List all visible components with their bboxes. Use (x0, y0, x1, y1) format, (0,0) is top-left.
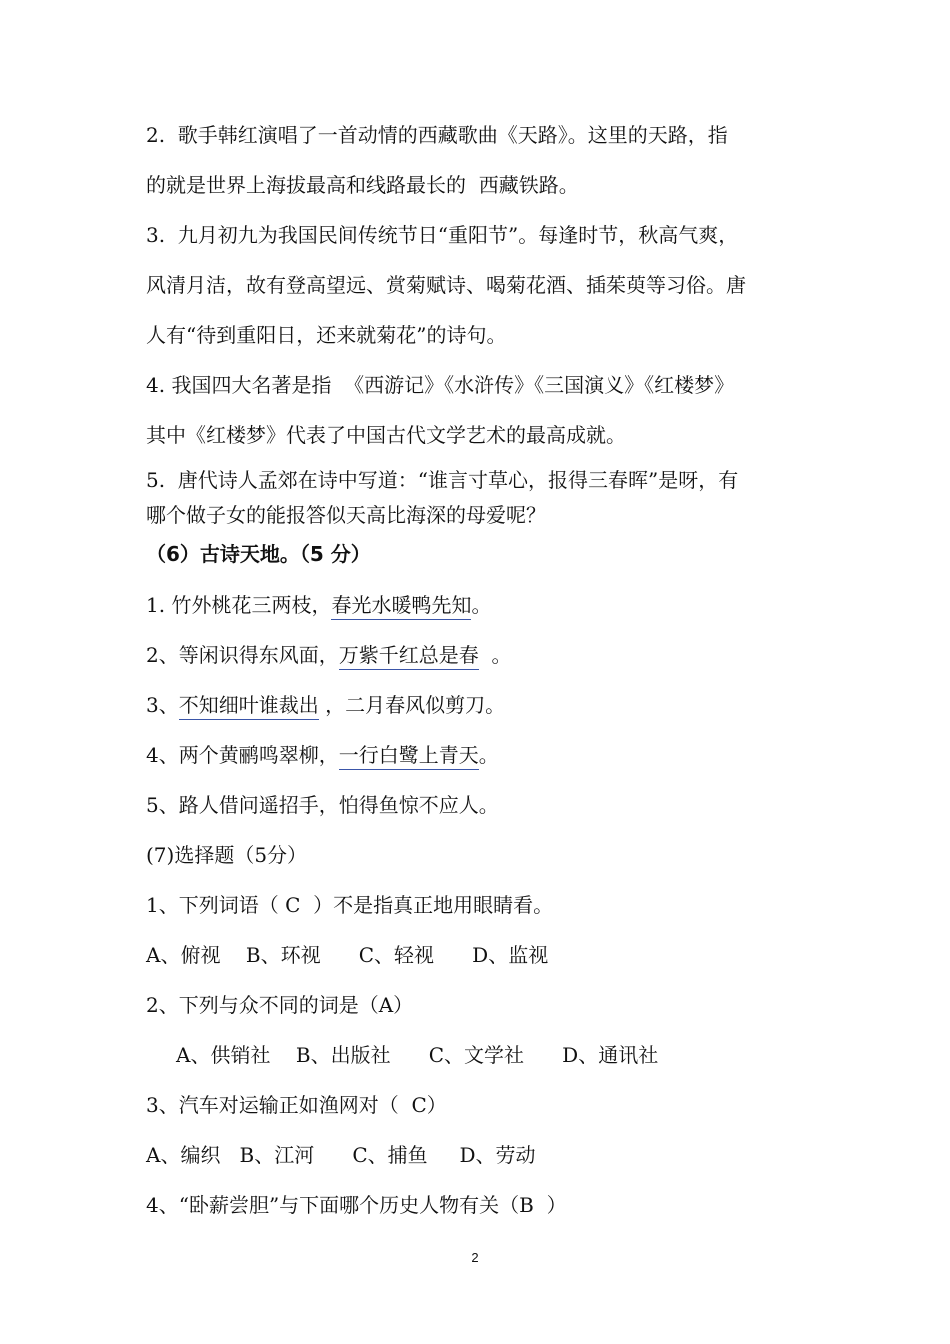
item-2-line2: 的就是世界上海拔最高和线路最长的 西藏铁路。 (146, 173, 579, 197)
poem-answer: 不知细叶谁裁出 (179, 693, 319, 720)
question-3: 3、汽车对运输正如渔网对（ C） (146, 1093, 447, 1117)
poem-item-3 (146, 692, 505, 718)
poem-prompt: 4、两个黄鹂鸣翠柳， (146, 743, 339, 767)
poem-prompt: 5、路人借问遥招手，怕得鱼惊不应人。 (146, 793, 499, 817)
item-5-line1: 5. 唐代诗人孟郊在诗中写道：“谁言寸草心，报得三春晖”是呀，有 (146, 468, 739, 492)
question-3-options: A、编织 B、江河 C、捕鱼 D、劳动 (146, 1143, 536, 1167)
poem-tail: 。 (478, 643, 512, 667)
poem-item-5 (146, 792, 499, 818)
question-2-options: A、供销社 B、出版社 C、文学社 D、通讯社 (176, 1043, 659, 1067)
question-1: 1、下列词语（ C ）不是指真正地用眼睛看。 (146, 893, 554, 917)
section-6-title: （6）古诗天地。（5 分） (146, 542, 371, 566)
item-4-line2: 其中《红楼梦》代表了中国古代文学艺术的最高成就。 (146, 423, 626, 447)
poem-answer: 一行白鹭上青天 (339, 743, 479, 770)
poem-prompt: 2、等闲识得东风面， (146, 643, 339, 667)
poem-answer: 万紫千红总是春 (339, 643, 479, 670)
item-4-line1: 4. 我国四大名著是指 《西游记》《水浒传》《三国演义》《红楼梦》 (146, 373, 735, 397)
poem-tail: 。 (471, 593, 492, 617)
section-7-title: (7)选择题（5分） (146, 843, 308, 867)
item-5-line2: 哪个做子女的能报答似天高比海深的母爱呢？ (146, 503, 546, 527)
poem-answer: 春光水暖鸭先知 (331, 593, 471, 620)
item-2-line1: 2. 歌手韩红演唱了一首动情的西藏歌曲《天路》。这里的天路，指 (146, 123, 728, 147)
item-3-line1: 3. 九月初九为我国民间传统节日“重阳节”。每逢时节，秋高气爽， (146, 223, 739, 247)
poem-tail: 。 (478, 743, 499, 767)
poem-tail: ，二月春风似剪刀。 (318, 693, 506, 717)
item-3-line3: 人有“待到重阳日，还来就菊花”的诗句。 (146, 323, 507, 347)
poem-item-2 (146, 642, 511, 668)
question-1-options: A、俯视 B、环视 C、轻视 D、监视 (146, 943, 549, 967)
poem-prompt: 3、 (146, 693, 179, 717)
question-2: 2、下列与众不同的词是（A） (146, 993, 414, 1017)
question-4: 4、“卧薪尝胆”与下面哪个历史人物有关（B ） (146, 1193, 567, 1217)
poem-prompt: 1. 竹外桃花三两枝， (146, 593, 332, 617)
poem-item-4 (146, 742, 499, 768)
item-3-line2: 风清月洁，故有登高望远、赏菊赋诗、喝菊花酒、插茱萸等习俗。唐 (146, 273, 746, 297)
page-number: 2 (471, 1250, 479, 1265)
poem-item-1 (146, 592, 491, 618)
